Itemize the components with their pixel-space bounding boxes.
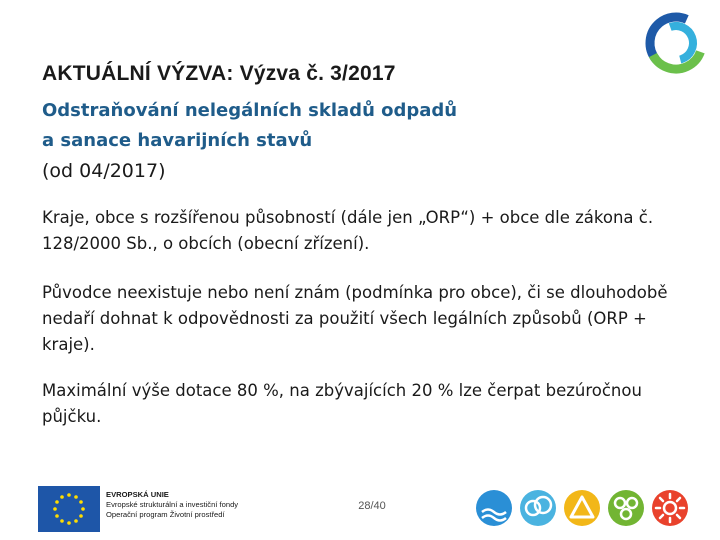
page-number: 28/40 (358, 500, 386, 512)
eu-funding-text (106, 490, 296, 520)
subtitle-line-1: Odstraňování nelegálních skladů odpadů (42, 100, 458, 121)
air-cloud-icon (518, 488, 558, 528)
slide-title: AKTUÁLNÍ VÝZVA: Výzva č. 3/2017 (42, 62, 396, 85)
paragraph-applicants: Kraje, obce s rozšířenou působností (dále jen „ORP“) + obce dle zákona č. 128/2000 Sb., o obcích (obecní zřízení). (42, 208, 654, 253)
footer (0, 470, 720, 540)
paragraph-funding: Maximální výše dotace 80 %, na zbývajících 20 % lze čerpat bezúročnou půjčku. (42, 381, 642, 426)
eu-line-3: Operační program Životní prostředí (106, 510, 225, 519)
eu-flag-icon (38, 486, 100, 532)
opzp-ring-logo-icon (638, 6, 714, 78)
paragraph-conditions: Původce neexistuje nebo není znám (podmínka pro obce), či se dlouhodobě nedaří dohnat k odpovědnosti za použití všech legálních způsobů (ORP + kraje). (42, 283, 668, 354)
water-drop-icon (474, 488, 514, 528)
waste-triangle-icon (562, 488, 602, 528)
program-icons (474, 488, 704, 532)
subtitle-line-2: a sanace havarijních stavů (42, 130, 313, 151)
nature-circles-icon (606, 488, 646, 528)
date-line: (od 04/2017) (42, 160, 166, 182)
eu-line-2: Evropské strukturální a investiční fondy (106, 500, 239, 509)
eu-line-1: EVROPSKÁ UNIE (106, 490, 169, 499)
slide-subtitle (42, 96, 642, 186)
energy-sun-icon (650, 488, 690, 528)
